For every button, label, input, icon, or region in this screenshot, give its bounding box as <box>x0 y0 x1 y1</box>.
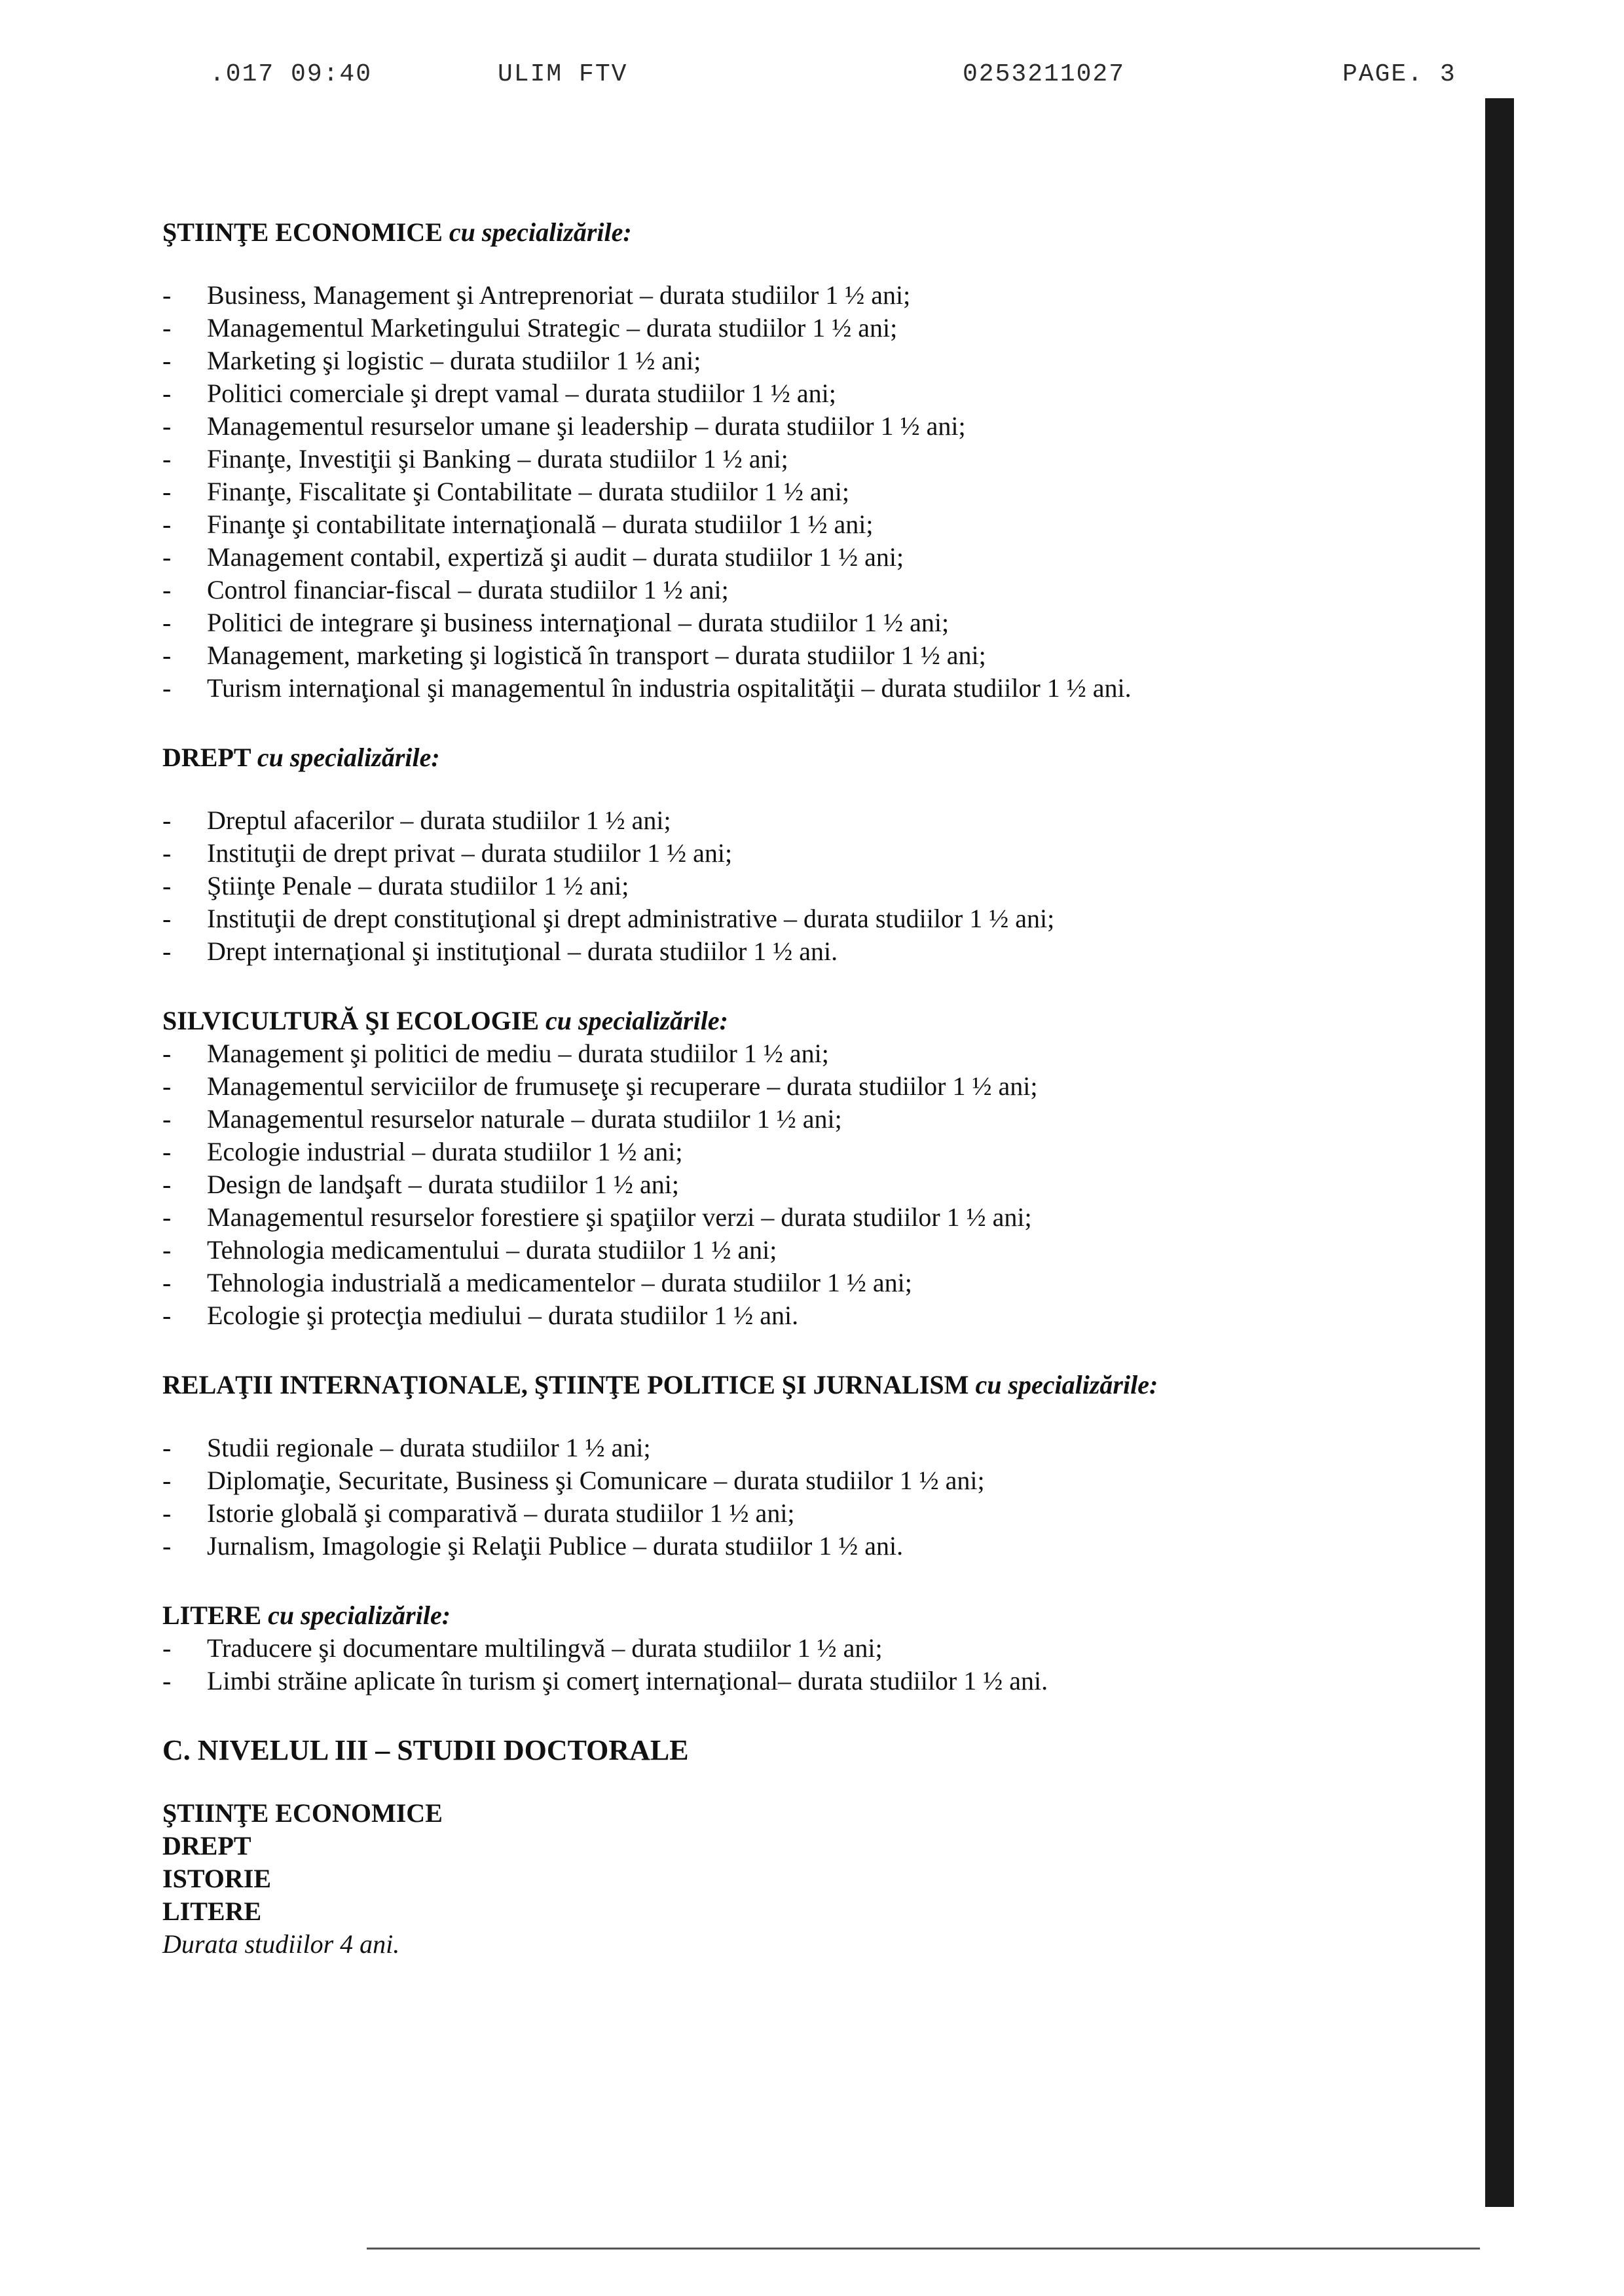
section-nivelul-iii <box>162 1734 1466 1961</box>
list-item: DREPT <box>162 1831 251 1861</box>
list-item: - Tehnologia industrială a medicamentelor – durata studiilor 1 ½ ani; <box>162 1267 1466 1299</box>
list-item: - Dreptul afacerilor – durata studiilor 1 ½ ani; <box>162 804 1466 837</box>
list-item: - Tehnologia medicamentului – durata studiilor 1 ½ ani; <box>162 1234 1466 1267</box>
specialization-list <box>162 1632 1466 1697</box>
list-item: ŞTIINŢE ECONOMICE <box>162 1798 443 1828</box>
list-item: - Management contabil, expertiză şi audit – durata studiilor 1 ½ ani; <box>162 541 1466 574</box>
list-item: - Limbi străine aplicate în turism şi comerţ internaţional– durata studiilor 1 ½ ani. <box>162 1665 1466 1697</box>
fax-page-number: PAGE. 3 <box>1342 60 1456 88</box>
document-body <box>162 216 1466 1961</box>
list-item: - Managementul serviciilor de frumuseţe şi recuperare – durata studiilor 1 ½ ani; <box>162 1070 1466 1103</box>
list-item: - Ecologie şi protecţia mediului – durata studiilor 1 ½ ani. <box>162 1299 1466 1332</box>
list-item: - Control financiar-fiscal – durata studiilor 1 ½ ani; <box>162 574 1466 606</box>
list-item: LITERE <box>162 1897 262 1926</box>
specialization-list <box>162 1432 1466 1563</box>
list-item: - Istorie globală şi comparativă – durata studiilor 1 ½ ani; <box>162 1497 1466 1530</box>
list-item: - Turism internaţional şi managementul în industria ospitalităţii – durata studiilor 1 ½ ani. <box>162 672 1466 705</box>
list-item: - Finanţe şi contabilitate internaţională – durata studiilor 1 ½ ani; <box>162 508 1466 541</box>
level-title: C. NIVELUL III – STUDII DOCTORALE <box>162 1734 689 1766</box>
list-item: - Ecologie industrial – durata studiilor 1 ½ ani; <box>162 1136 1466 1168</box>
list-item: - Marketing şi logistic – durata studiilor 1 ½ ani; <box>162 344 1466 377</box>
list-item: - Managementul resurselor umane şi leadership – durata studiilor 1 ½ ani; <box>162 410 1466 443</box>
list-item: - Design de landşaft – durata studiilor 1 ½ ani; <box>162 1168 1466 1201</box>
bottom-rule <box>367 2248 1480 2250</box>
section-silvicultura-ecologie <box>162 1005 1466 1332</box>
list-item: - Ştiinţe Penale – durata studiilor 1 ½ ani; <box>162 870 1466 902</box>
section-title: LITERE cu specializările: <box>162 1601 451 1630</box>
list-item: - Traducere şi documentare multilingvă – durata studiilor 1 ½ ani; <box>162 1632 1466 1665</box>
section-title: ŞTIINŢE ECONOMICE cu specializările: <box>162 217 632 247</box>
specialization-list <box>162 804 1466 968</box>
fax-number: 0253211027 <box>963 60 1126 88</box>
specialization-list <box>162 1037 1466 1332</box>
section-relatii-internationale <box>162 1369 1466 1563</box>
list-item: - Management şi politici de mediu – durata studiilor 1 ½ ani; <box>162 1037 1466 1070</box>
list-item: - Business, Management şi Antreprenoriat – durata studiilor 1 ½ ani; <box>162 279 1466 312</box>
list-item: - Finanţe, Fiscalitate şi Contabilitate – durata studiilor 1 ½ ani; <box>162 475 1466 508</box>
scan-edge-bar <box>1485 98 1514 2207</box>
list-item: - Managementul resurselor forestiere şi spaţiilor verzi – durata studiilor 1 ½ ani; <box>162 1201 1466 1234</box>
list-item: - Managementul Marketingului Strategic – durata studiilor 1 ½ ani; <box>162 312 1466 344</box>
section-title: SILVICULTURĂ ŞI ECOLOGIE cu specializările: <box>162 1006 728 1035</box>
list-item: - Finanţe, Investiţii şi Banking – durata studiilor 1 ½ ani; <box>162 443 1466 475</box>
fax-date: .017 09:40 <box>210 60 373 88</box>
list-item: - Politici comerciale şi drept vamal – durata studiilor 1 ½ ani; <box>162 377 1466 410</box>
section-litere <box>162 1599 1466 1697</box>
list-item: - Drept internaţional şi instituţional – durata studiilor 1 ½ ani. <box>162 935 1466 968</box>
section-drept <box>162 741 1466 968</box>
fax-sender: ULIM FTV <box>498 60 628 88</box>
list-item: - Diplomaţie, Securitate, Business şi Comunicare – durata studiilor 1 ½ ani; <box>162 1464 1466 1497</box>
section-title: DREPT cu specializările: <box>162 743 440 772</box>
list-item: - Jurnalism, Imagologie şi Relaţii Publice – durata studiilor 1 ½ ani. <box>162 1530 1466 1563</box>
section-stiinte-economice <box>162 216 1466 705</box>
list-item: - Management, marketing şi logistică în transport – durata studiilor 1 ½ ani; <box>162 639 1466 672</box>
doctoral-duration: Durata studiilor 4 ani. <box>162 1929 400 1959</box>
fax-header <box>210 60 1493 100</box>
section-title: RELAŢII INTERNAŢIONALE, ŞTIINŢE POLITICE ŞI JURNALISM cu specializările: <box>162 1370 1158 1399</box>
list-item: - Instituţii de drept constituţional şi drept administrative – durata studiilor 1 ½ ani; <box>162 902 1466 935</box>
doctoral-list <box>162 1797 1466 1928</box>
list-item: - Managementul resurselor naturale – durata studiilor 1 ½ ani; <box>162 1103 1466 1136</box>
specialization-list <box>162 279 1466 705</box>
list-item: - Studii regionale – durata studiilor 1 ½ ani; <box>162 1432 1466 1464</box>
list-item: - Instituţii de drept privat – durata studiilor 1 ½ ani; <box>162 837 1466 870</box>
list-item: ISTORIE <box>162 1864 272 1893</box>
list-item: - Politici de integrare şi business internaţional – durata studiilor 1 ½ ani; <box>162 606 1466 639</box>
